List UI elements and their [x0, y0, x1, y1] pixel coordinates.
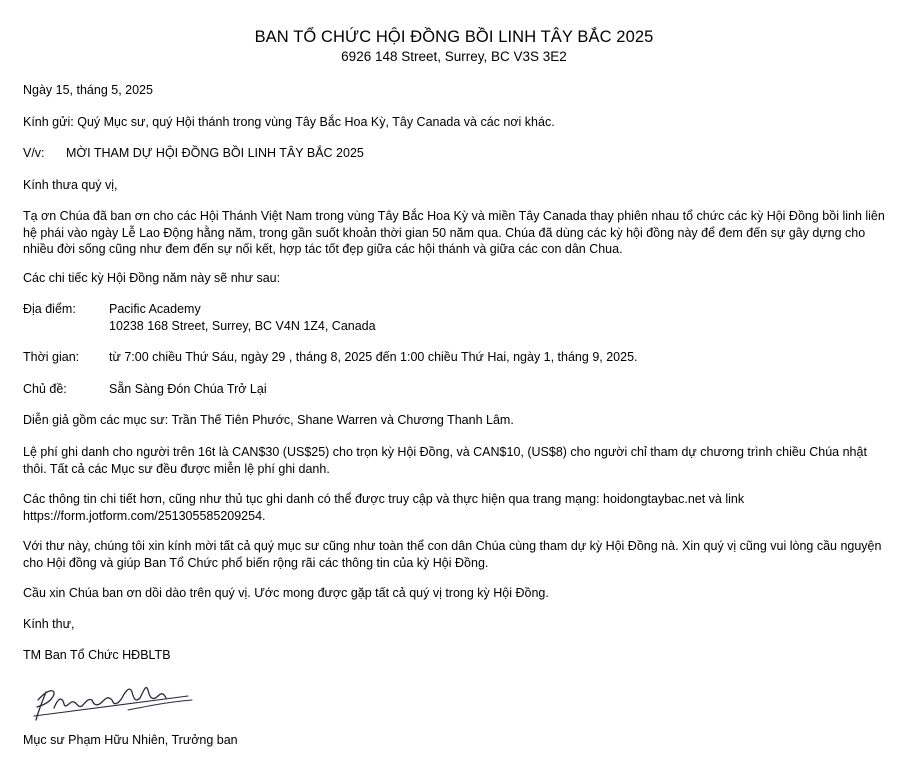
- header-title: BAN TỔ CHỨC HỘI ĐỒNG BỒI LINH TÂY BẮC 2025: [254, 28, 654, 46]
- organization-sign-off: TM Ban Tổ Chức HĐBLTB: [23, 648, 171, 662]
- blessing-paragraph: Cầu xin Chúa ban ơn dồi dào trên quý vị. Ước mong được gặp tất cả quý vị trong kỳ Hội Đồng.: [23, 586, 549, 600]
- details-intro: Các chi tiếc kỳ Hội Đồng năm này sẽ như sau:: [23, 271, 281, 285]
- time-label: Thời gian:: [23, 350, 80, 364]
- letter-subject-row: [23, 145, 893, 162]
- letter-intro-paragraph: Tạ ơn Chúa đã ban ơn cho các Hội Thánh Việt Nam trong vùng Tây Bắc Hoa Kỳ và miền Tây Canada thay phiên nhau tổ chức các kỳ Hội Đồng bồi linh liên hệ phái vào ngày Lễ Lao Động hằng năm, trong gần suốt khoản thời gian 50 năm qua. Chúa đã dùng các kỳ hội đồng này để đem đến sự gây dựng cho nhiều đời sống cũng như đem đến sự nối kết, hợp tác tốt đẹp giữa các hội thánh và giữa các con dân Chua.: [23, 209, 885, 256]
- theme-value: Sẵn Sàng Đón Chúa Trở Lại: [109, 382, 267, 396]
- letter-salutation: Kính thưa quý vị,: [23, 178, 118, 192]
- subject-text: MỜI THAM DỰ HỘI ĐỒNG BỒI LINH TÂY BẮC 2025: [66, 146, 364, 160]
- invitation-paragraph: Với thư này, chúng tôi xin kính mời tất cả quý mục sư cũng như toàn thể con dân Chúa cùng tham dự kỳ Hội Đồng nà. Xin quý vị cũng vui lòng cầu nguyện cho Hội đồng và giúp Ban Tổ Chức phổ biến rộng rãi các thông tin của kỳ Hội Đồng.: [23, 539, 882, 570]
- location-address: 10238 168 Street, Surrey, BC V4N 1Z4, Canada: [109, 318, 376, 333]
- fees-paragraph: Lệ phí ghi danh cho người trên 16t là CAN$30 (US$25) cho trọn kỳ Hội Đồng, và CAN$10, (US$8) cho người chỉ tham dự chương trình chiều Chúa nhật thôi. Tất cả các Mục sư đều được miễn lệ phí ghi danh.: [23, 445, 867, 476]
- signer-name: Mục sư Phạm Hữu Nhiên, Trưởng ban: [23, 733, 238, 747]
- theme-row: [23, 381, 893, 398]
- time-value: từ 7:00 chiều Thứ Sáu, ngày 29 , tháng 8, 2025 đến 1:00 chiều Thứ Hai, ngày 1, tháng 9, 2025.: [109, 350, 638, 364]
- theme-label: Chủ đề:: [23, 382, 67, 396]
- handwritten-signature: [28, 680, 198, 726]
- speakers-paragraph: Diễn giả gồm các mục sư: Trần Thế Tiên Phước, Shane Warren và Chương Thanh Lâm.: [23, 413, 514, 427]
- signature-stroke-flourish: [128, 700, 192, 710]
- info-paragraph: Các thông tin chi tiết hơn, cũng như thủ tục ghi danh có thể được truy cập và thực hiện qua trang mạng: hoidongtaybac.net và link https://form.jotform.com/251305585209254.: [23, 492, 745, 523]
- header-address: 6926 148 Street, Surrey, BC V3S 3E2: [341, 49, 567, 64]
- time-row: [23, 349, 893, 366]
- subject-label: V/v:: [23, 146, 45, 160]
- location-row: [23, 301, 893, 334]
- location-label: Địa điểm:: [23, 302, 76, 316]
- location-value: [109, 301, 893, 334]
- letter-header: [0, 26, 908, 66]
- closing-text: Kính thư,: [23, 617, 75, 631]
- signature-stroke-main: [36, 688, 166, 720]
- letter-date: Ngày 15, tháng 5, 2025: [23, 83, 153, 97]
- location-name: Pacific Academy: [109, 302, 201, 316]
- letter-recipient: Kính gửi: Quý Mục sư, quý Hội thánh trong vùng Tây Bắc Hoa Kỳ, Tây Canada và các nơi khác.: [23, 115, 555, 129]
